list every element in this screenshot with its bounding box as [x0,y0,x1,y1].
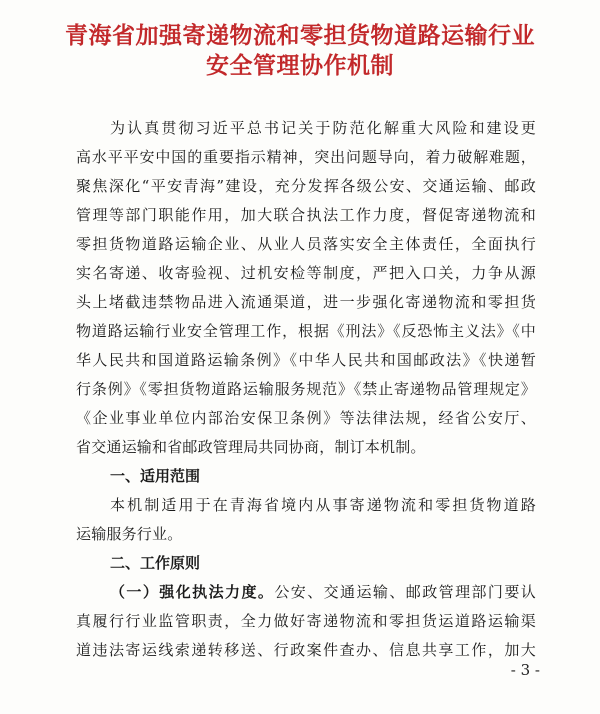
intro-line: 省交通运输和省邮政管理局共同协商，制订本机制。 [76,438,426,456]
principle-item-1-line: 真履行行业监管职责，全力做好寄递物流和零担货运道路运输渠 [76,612,536,630]
intro-line: 高水平平安中国的重要指示精神，突出问题导向，着力破解难题， [76,148,536,166]
intro-line: 头上堵截违禁物品进入流通渠道，进一步强化寄递物流和零担货 [76,293,536,311]
intro-line: 华人民共和国道路运输条例》《中华人民共和国邮政法》《快递暂 [76,351,536,369]
scope-line: 本机制适用于在青海省境内从事寄递物流和零担货物道路 [110,496,536,514]
intro-line: 聚焦深化“平安青海”建设，充分发挥各级公安、交通运输、邮政 [76,177,536,195]
intro-line: 管理等部门职能作用，加大联合执法工作力度，督促寄递物流和 [76,206,536,224]
principle-item-1-text: 公安、交通运输、邮政管理部门要认 [274,583,536,601]
principle-item-1-first-line [110,582,536,602]
intro-line: 为认真贯彻习近平总书记关于防范化解重大风险和建设更 [110,119,536,137]
scope-line: 运输服务行业。 [76,525,183,543]
principle-item-1-heading: （一）强化执法力度。 [110,583,275,601]
intro-line: 物道路运输行业安全管理工作，根据《刑法》《反恐怖主义法》《中 [76,322,536,340]
document-title-line-2: 安全管理协作机制 [206,53,394,79]
section-heading-principles: 二、工作原则 [110,554,201,572]
intro-line: 实名寄递、收寄验视、过机安检等制度，严把入口关，力争从源 [76,264,536,282]
intro-line: 《企业事业单位内部治安保卫条例》等法律法规，经省公安厅、 [76,409,536,427]
page-number: - 3 - [510,661,540,679]
principle-item-1-line: 道违法寄运线索递转移送、行政案件查办、信息共享工作，加大 [76,641,536,659]
document-title-line-1: 青海省加强寄递物流和零担货物道路运输行业 [65,23,535,49]
intro-line: 行条例》《零担货物道路运输服务规范》《禁止寄递物品管理规定》 [76,380,536,398]
intro-line: 零担货物道路运输企业、从业人员落实安全主体责任，全面执行 [76,235,536,253]
section-heading-scope: 一、适用范围 [110,467,201,485]
